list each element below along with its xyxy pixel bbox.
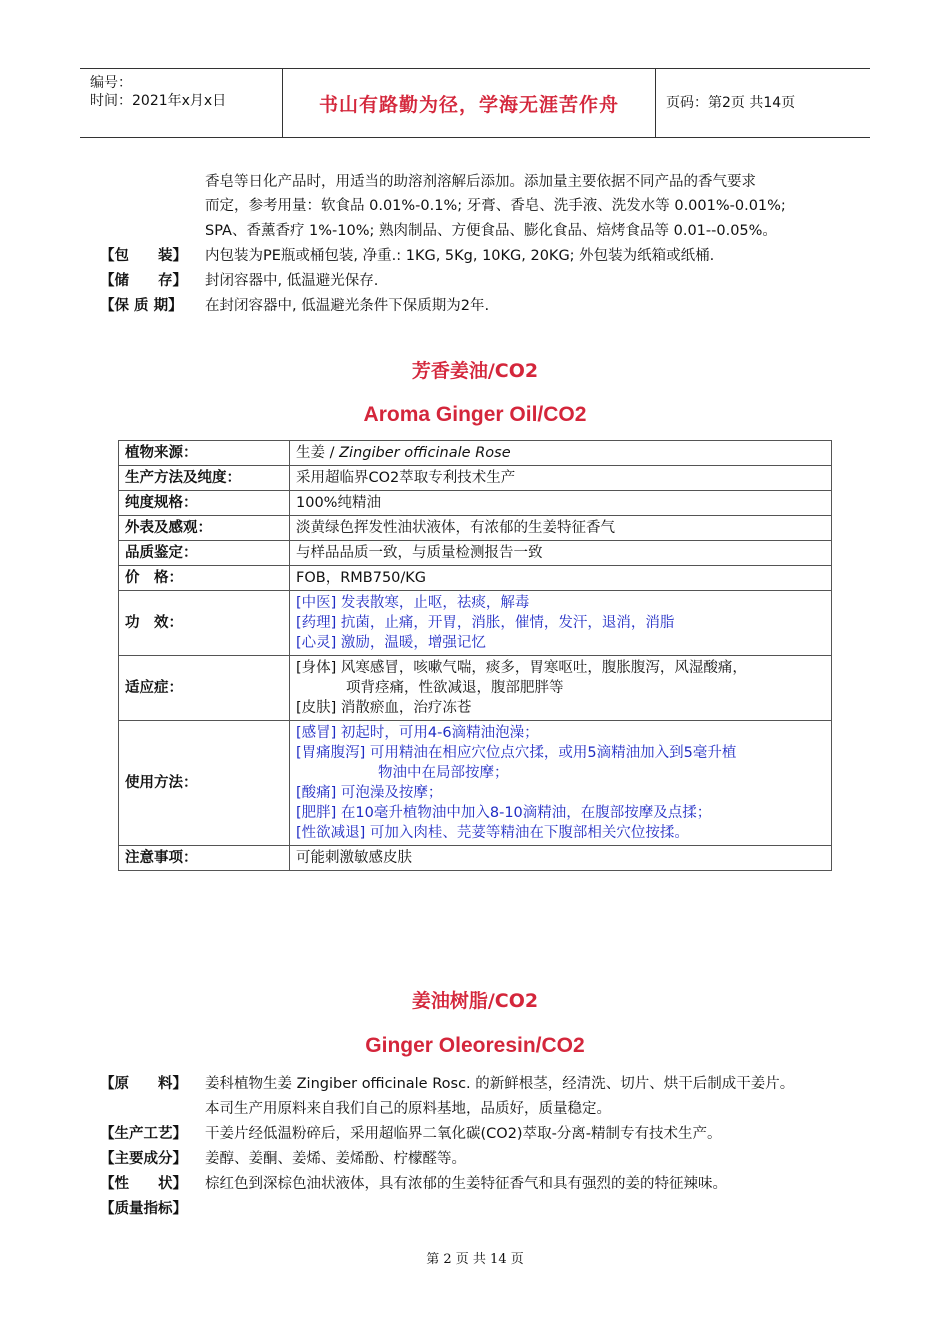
usage-line: [感冒] 初起时，可用4-6滴精油泡澡； xyxy=(296,725,539,741)
usage-line: [胃痛腹泻] 可用精油在相应穴位点穴揉，或用5滴精油加入到5毫升植 xyxy=(296,745,737,761)
page-footer: 第 2 页 共 14 页 xyxy=(426,1252,524,1267)
section2-title-zh: 姜油树脂/CO2 xyxy=(411,990,539,1012)
row-label: 外表及感观： xyxy=(119,516,290,541)
row-label: 注意事项： xyxy=(119,846,290,871)
section1-title-zh: 芳香姜油/CO2 xyxy=(411,360,539,382)
table-row xyxy=(119,466,832,491)
indications-line: [皮肤] 消散瘀血，治疗冻苍 xyxy=(296,700,472,716)
row-label: 生产方法及纯度： xyxy=(119,466,290,491)
section1-title-en: Aroma Ginger Oil/CO2 xyxy=(363,403,587,426)
raw-material-line: 姜科植物生姜 Zingiber officinale Rosc. 的新鲜根茎，经清洗、切片、烘干后制成干姜片。 xyxy=(205,1076,795,1092)
shelf-life-text: 在封闭容器中, 低温避光条件下保质期为2年. xyxy=(205,298,490,314)
row-label: 功 效： xyxy=(119,591,290,656)
indications-value xyxy=(290,656,832,721)
efficacy-line: [中医] 发表散寒，止呕，祛痰，解毒 xyxy=(296,595,530,611)
row-label: 价 格： xyxy=(119,566,290,591)
table-row xyxy=(119,441,832,466)
process-text: 干姜片经低温粉碎后，采用超临界二氧化碳(CO2)萃取-分离-精制专有技术生产。 xyxy=(205,1126,722,1142)
row-value: 与样品品质一致，与质量检测报告一致 xyxy=(290,541,832,566)
table-row xyxy=(119,516,832,541)
table-row xyxy=(119,491,832,516)
header-motto: 书山有路勤为径，学海无涯苦作舟 xyxy=(318,93,619,116)
indications-line: 项背痉痛，性欲减退，腹部肥胖等 xyxy=(346,680,564,696)
table-row xyxy=(119,566,832,591)
properties-label: 【性 状】 xyxy=(100,1176,187,1192)
header-date: 时间：2021年x月x日 xyxy=(90,93,227,109)
header-page-cell xyxy=(656,69,870,137)
row-label: 使用方法： xyxy=(119,721,290,846)
page-header xyxy=(80,68,870,138)
usage-value xyxy=(290,721,832,846)
header-page-number: 页码：第2页 共14页 xyxy=(666,95,796,111)
row-value: 100%纯精油 xyxy=(290,491,832,516)
raw-material-label: 【原 料】 xyxy=(100,1076,187,1092)
ingredients-text: 姜醇、姜酮、姜烯、姜烯酚、柠檬醛等。 xyxy=(205,1151,466,1167)
row-label: 适应症： xyxy=(119,656,290,721)
shelf-life-label: 【保 质 期】 xyxy=(100,298,183,314)
row-value: 采用超临界CO2萃取专利技术生产 xyxy=(290,466,832,491)
header-number: 编号： xyxy=(90,75,132,91)
raw-material-line: 本司生产用原料来自我们自己的原料基地，品质好，质量稳定。 xyxy=(205,1101,611,1117)
efficacy-line: [心灵] 激励，温暖，增强记忆 xyxy=(296,635,486,651)
ingredients-label: 【主要成分】 xyxy=(100,1151,187,1167)
process-label: 【生产工艺】 xyxy=(100,1126,187,1142)
spec-table xyxy=(118,440,832,871)
header-meta xyxy=(80,69,283,137)
intro-line: 而定，参考用量：软食品 0.01%-0.1%; 牙膏、香皂、洗手液、洗发水等 0.001%-0.01%; xyxy=(205,198,786,214)
indications-line: [身体] 风寒感冒，咳嗽气喘，痰多，胃寒呕吐，腹胀腹泻，风湿酸痛， xyxy=(296,660,747,676)
row-value: 淡黄绿色挥发性油状液体，有浓郁的生姜特征香气 xyxy=(290,516,832,541)
usage-line: [性欲减退] 可加入肉桂、芫荽等精油在下腹部相关穴位按揉。 xyxy=(296,825,689,841)
table-row xyxy=(119,721,832,846)
table-row xyxy=(119,541,832,566)
section2-title-en: Ginger Oleoresin/CO2 xyxy=(365,1034,585,1057)
intro-line: 香皂等日化产品时，用适当的助溶剂溶解后添加。添加量主要依据不同产品的香气要求 xyxy=(205,174,756,190)
quality-index-label: 【质量指标】 xyxy=(100,1201,187,1217)
intro-line: SPA、香薰香疗 1%-10%; 熟肉制品、方便食品、膨化食品、焙烤食品等 0.01--0.05%。 xyxy=(205,223,777,239)
row-value: 可能刺激敏感皮肤 xyxy=(290,846,832,871)
table-row xyxy=(119,656,832,721)
row-label: 品质鉴定： xyxy=(119,541,290,566)
row-label: 纯度规格： xyxy=(119,491,290,516)
row-label: 植物来源： xyxy=(119,441,290,466)
efficacy-line: [药理] 抗菌，止痛，开胃，消胀，催情，发汗，退消，消脂 xyxy=(296,615,675,631)
storage-label: 【储 存】 xyxy=(100,273,187,289)
header-motto-cell xyxy=(283,69,656,137)
source-value xyxy=(290,441,832,466)
source-value-latin: Zingiber officinale Rose xyxy=(339,445,511,461)
usage-line: [酸痛] 可泡澡及按摩； xyxy=(296,785,443,801)
usage-line: 物油中在局部按摩； xyxy=(378,765,509,781)
usage-line: [肥胖] 在10毫升植物油中加入8-10滴精油，在腹部按摩及点揉； xyxy=(296,805,712,821)
table-row xyxy=(119,846,832,871)
table-row xyxy=(119,591,832,656)
source-value-prefix: 生姜 / xyxy=(296,445,340,461)
packaging-text: 内包装为PE瓶或桶包装, 净重.: 1KG, 5Kg, 10KG, 20KG; 外包装为纸箱或纸桶. xyxy=(205,248,715,264)
storage-text: 封闭容器中, 低温避光保存. xyxy=(205,273,379,289)
properties-text: 棕红色到深棕色油状液体，具有浓郁的生姜特征香气和具有强烈的姜的特征辣味。 xyxy=(205,1176,727,1192)
efficacy-value xyxy=(290,591,832,656)
packaging-label: 【包 装】 xyxy=(100,248,187,264)
row-value: FOB，RMB750/KG xyxy=(290,566,832,591)
